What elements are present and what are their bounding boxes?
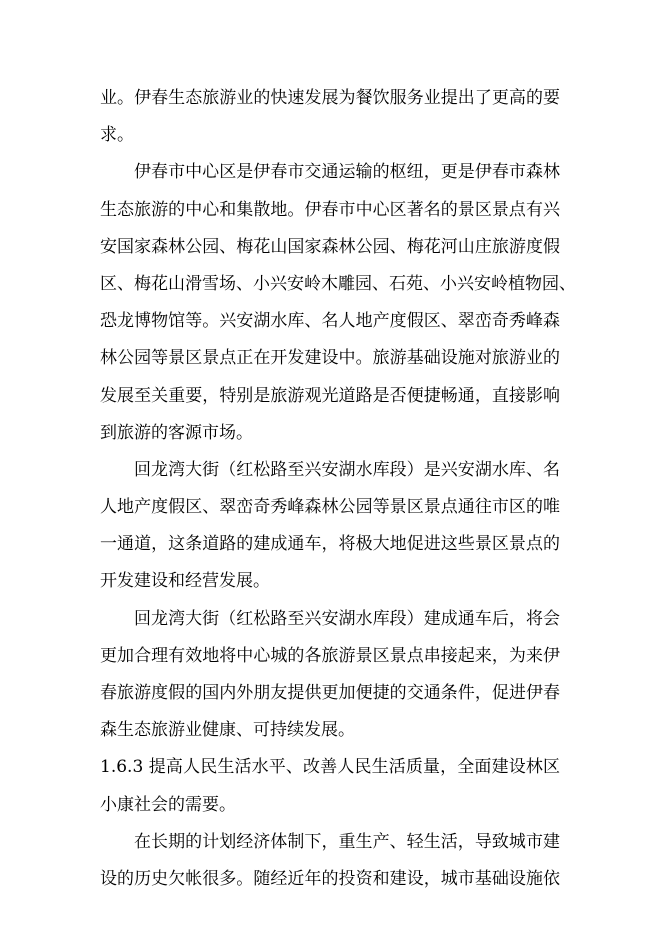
text-line: 在长期的计划经济体制下，重生产、轻生活，导致城市建 <box>134 831 560 852</box>
text-line: 小康社会的需要。 <box>100 794 236 815</box>
text-line: 春旅游度假的国内外朋友提供更加便捷的交通条件，促进伊春 <box>100 683 560 703</box>
text-line: 开发建设和经营发展。 <box>100 571 270 592</box>
text-line: 到旅游的客源市场。 <box>100 422 253 443</box>
text-line: 伊春市中心区是伊春市交通运输的枢纽，更是伊春市森林 <box>134 162 560 183</box>
text-line: 森生态旅游业健康、可持续发展。 <box>100 720 355 741</box>
text-line: 生态旅游的中心和集散地。伊春市中心区著名的景区景点有兴 <box>100 199 560 220</box>
text-line: 业。伊春生态旅游业的快速发展为餐饮服务业提出了更高的要 <box>100 88 560 108</box>
text-line: 人地产度假区、翠峦奇秀峰森林公园等景区景点通往市区的唯 <box>100 497 560 518</box>
body-text <box>100 80 576 898</box>
text-line: 一通道，这条道路的建成通车，将极大地促进这些景区景点的 <box>100 534 560 555</box>
text-line: 安国家森林公园、梅花山国家森林公园、梅花河山庄旅游度假 <box>100 236 560 257</box>
text-line: 1.6.3 提高人民生活水平、改善人民生活质量，全面建设林区 <box>100 757 560 778</box>
text-line: 设的历史欠帐很多。随经近年的投资和建设，城市基础设施依 <box>100 868 560 889</box>
text-line: 求。 <box>100 125 134 146</box>
text-line: 回龙湾大街（红松路至兴安湖水库段）建成通车后，将会 <box>134 608 560 629</box>
text-line: 更加合理有效地将中心城的各旅游景区景点串接起来，为来伊 <box>100 645 560 666</box>
text-line: 林公园等景区景点正在开发建设中。旅游基础设施对旅游业的 <box>100 348 560 369</box>
text-line: 区、梅花山滑雪场、小兴安岭木雕园、石苑、小兴安岭植物园、 <box>100 273 576 294</box>
text-line: 回龙湾大街（红松路至兴安湖水库段）是兴安湖水库、名 <box>134 459 560 480</box>
text-line: 恐龙博物馆等。兴安湖水库、名人地产度假区、翠峦奇秀峰森 <box>100 311 560 332</box>
text-line: 发展至关重要，特别是旅游观光道路是否便捷畅通，直接影响 <box>100 385 560 406</box>
